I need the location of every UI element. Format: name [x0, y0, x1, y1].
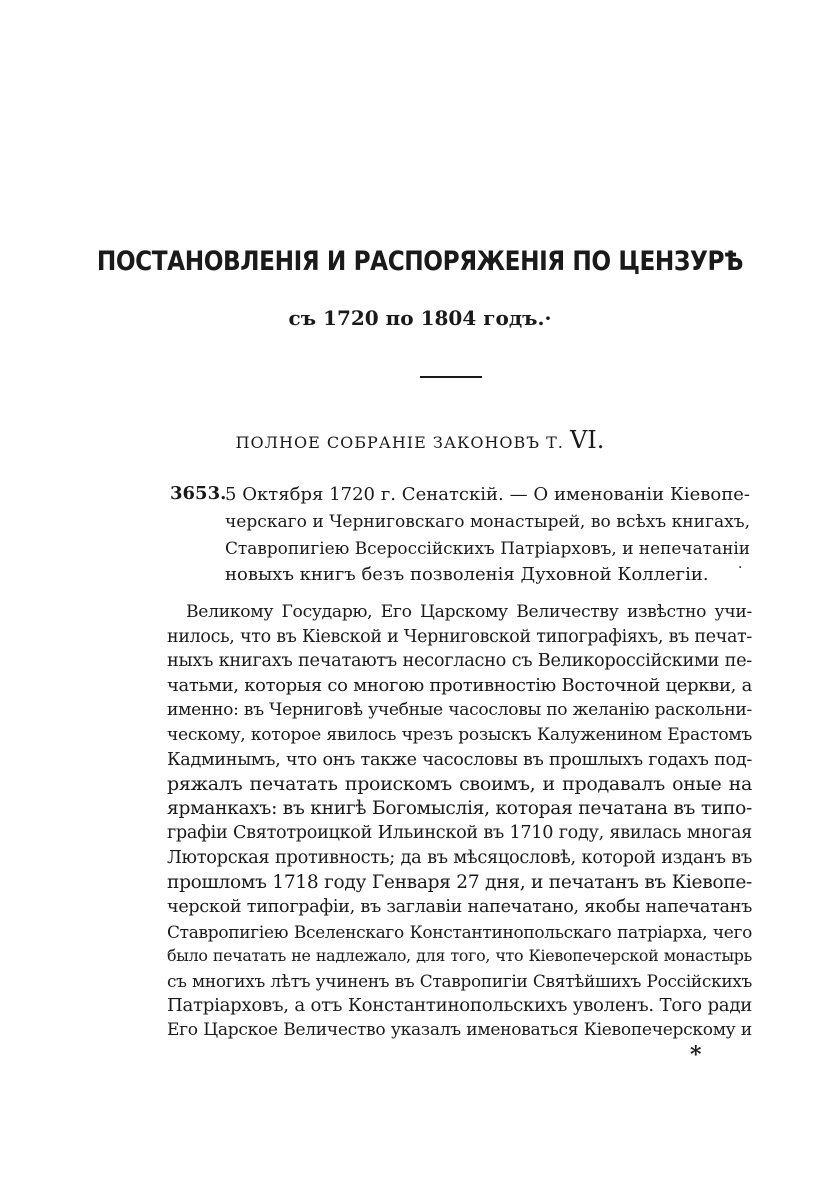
body-line: именно: въ Черниговѣ учебные часословы по желанію раскольни-	[167, 700, 752, 721]
title-divider	[420, 376, 482, 378]
body-line: нилось, что въ Кіевской и Черниговской типографіяхъ, въ печат-	[167, 626, 752, 647]
entry-stray-mark: ·	[738, 560, 743, 576]
body-line: черской типографіи, въ заглавіи напечатано, якобы напечатанъ	[167, 897, 752, 918]
entry-line: черскаго и Черниговскаго монастырей, во всѣхъ книгахъ,	[225, 511, 750, 532]
body-line: съ многихъ лѣтъ учиненъ въ Ставропигіи Святѣйшихъ Россійскихъ	[167, 970, 752, 991]
subtitle-text: съ 1720 по 1804 годъ.	[288, 306, 545, 330]
body-line: ныхъ книгахъ печатаютъ несогласно съ Великороссійскими пе-	[167, 651, 752, 672]
entry-number: 3653.	[170, 483, 227, 504]
body-line: Великому Государю, Его Царскому Величеству извѣстно учи-	[186, 602, 752, 622]
entry-line: новыхъ книгъ безъ позволенія Духовной Коллегіи.	[225, 563, 709, 585]
page-subtitle	[0, 306, 840, 330]
entry-line: Ставропигіею Всероссійскихъ Патріарховъ, и непечатаніи	[225, 538, 750, 558]
body-line: графіи Святотроицкой Ильинской въ 1710 году, явилась многая	[167, 823, 752, 844]
body-line: Патріарховъ, а отъ Константинопольскихъ уволенъ. Того ради	[167, 994, 752, 1016]
footnote-asterisk: *	[690, 1042, 702, 1068]
body-line: прошломъ 1718 году Генваря 27 дня, и печатанъ въ Кіевопе-	[167, 871, 752, 893]
source-heading	[0, 426, 840, 454]
source-volume: VI.	[569, 426, 605, 454]
entry-heading	[225, 482, 750, 588]
body-line: Кадминымъ, что онъ также часословы въ прошлыхъ годахъ под-	[167, 749, 752, 770]
body-line: ческому, которое явилось чрезъ розыскъ Калуженином Ерастомъ	[167, 724, 752, 745]
body-line: ярманкахъ: въ книгѣ Богомыслія, которая печатана въ типо-	[167, 797, 752, 819]
body-line: Ставропигіею Вселенскаго Константинопольскаго патріарха, чего	[167, 921, 752, 942]
body-line: было печатать не надлежало, для того, что Кіевопечерской монастырь	[167, 946, 752, 966]
entry-line: 5 Октября 1720 г. Сенатскій. — О именованіи Кіевопе-	[225, 484, 750, 505]
subtitle-mark: ·	[544, 306, 552, 330]
body-paragraph	[167, 600, 752, 1043]
body-line: чатьми, которыя со многою противностію Восточной церкви, а	[167, 674, 752, 696]
source-label: ПОЛНОЕ СОБРАНІЕ ЗАКОНОВЪ Т.	[235, 433, 564, 452]
body-line: Люторская противность; да въ мѣсяцословѣ, которой изданъ въ	[167, 846, 752, 868]
page-title: ПОСТАНОВЛЕНІЯ И РАСПОРЯЖЕНІЯ ПО ЦЕНЗУРѢ	[96, 246, 744, 277]
body-line: ряжалъ печатать проискомъ своимъ, и продавалъ оные на	[167, 773, 752, 796]
body-line: Его Царское Величество указалъ именоваться Кіевопечерскому и	[167, 1020, 752, 1041]
